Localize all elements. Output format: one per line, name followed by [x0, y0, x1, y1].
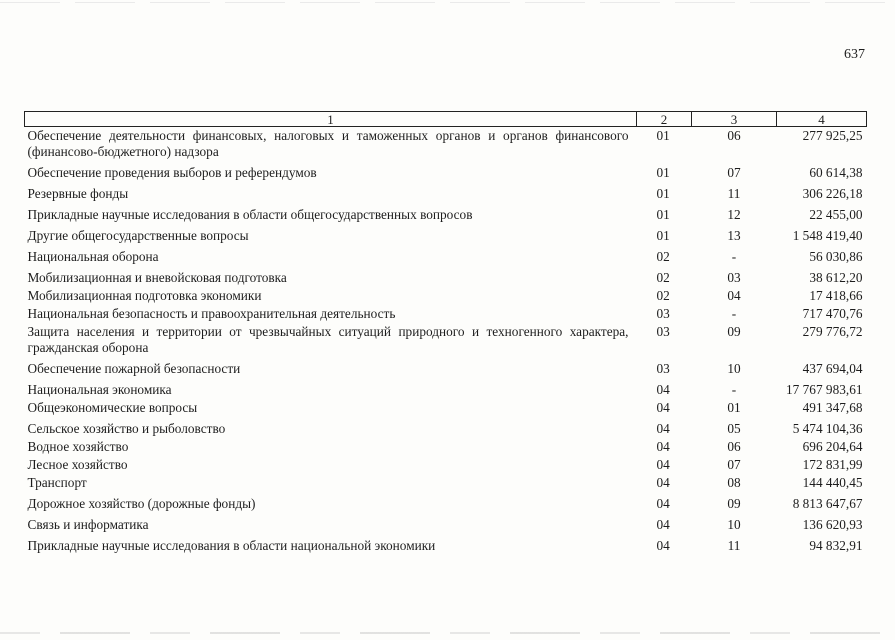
row-name: Защита населения и территории от чрезвычайных ситуаций природного и техногенного характера, гражданская оборона [27, 324, 629, 355]
header-col-name: 1 [25, 112, 637, 127]
row-section: 04 [656, 421, 670, 436]
row-subsection: 09 [727, 496, 741, 511]
row-name: Общеэкономические вопросы [27, 400, 198, 415]
row-amount: 277 925,25 [802, 128, 863, 143]
row-subsection: 03 [727, 270, 741, 285]
row-section: 04 [656, 496, 670, 511]
table-row [25, 127, 867, 162]
row-amount: 172 831,99 [802, 457, 863, 472]
row-amount: 8 813 647,67 [792, 496, 863, 511]
table-row [25, 399, 867, 417]
row-subsection: 07 [727, 457, 741, 472]
table-row [25, 474, 867, 492]
table-body [25, 127, 867, 556]
scan-edge-bottom [0, 632, 895, 634]
row-amount: 136 620,93 [802, 517, 863, 532]
row-amount: 22 455,00 [809, 207, 863, 222]
row-amount: 437 694,04 [802, 361, 863, 376]
row-name: Мобилизационная и вневойсковая подготовка [27, 270, 287, 285]
row-amount: 491 347,68 [802, 400, 863, 415]
table-row [25, 492, 867, 513]
row-amount: 94 832,91 [809, 538, 863, 553]
row-amount: 306 226,18 [802, 186, 863, 201]
row-section: 02 [656, 288, 670, 303]
table-row [25, 438, 867, 456]
row-subsection: 11 [727, 538, 741, 553]
page-number: 637 [844, 47, 865, 62]
row-name: Национальная безопасность и правоохранительная деятельность [27, 306, 396, 321]
table-row [25, 534, 867, 555]
row-amount: 17 767 983,61 [786, 382, 863, 397]
table-row [25, 456, 867, 474]
table-header [25, 112, 867, 127]
row-amount: 60 614,38 [809, 165, 863, 180]
row-subsection: - [731, 249, 737, 264]
budget-table [24, 111, 867, 555]
table-row [25, 266, 867, 287]
row-amount: 56 030,86 [809, 249, 863, 264]
scan-edge-top [0, 2, 895, 3]
row-amount: 279 776,72 [802, 324, 863, 339]
row-name: Резервные фонды [27, 186, 129, 201]
row-name: Транспорт [27, 475, 87, 490]
row-name: Обеспечение деятельности финансовых, налоговых и таможенных органов и органов финансового (финансово-бюджетного) надзора [27, 128, 629, 159]
row-subsection: 04 [727, 288, 741, 303]
row-name: Обеспечение пожарной безопасности [27, 361, 241, 376]
row-subsection: 05 [727, 421, 741, 436]
table-row [25, 513, 867, 534]
table-row [25, 378, 867, 399]
row-subsection: 06 [727, 439, 741, 454]
row-section: 03 [656, 361, 670, 376]
row-subsection: 11 [727, 186, 741, 201]
row-name: Национальная оборона [27, 249, 159, 264]
row-name: Лесное хозяйство [27, 457, 128, 472]
row-subsection: 06 [727, 128, 741, 143]
budget-table-container [24, 111, 866, 555]
row-subsection: 01 [727, 400, 741, 415]
table-row [25, 182, 867, 203]
row-section: 01 [656, 165, 670, 180]
header-col-section: 2 [637, 112, 692, 127]
row-name: Обеспечение проведения выборов и референдумов [27, 165, 317, 180]
row-section: 04 [656, 475, 670, 490]
row-subsection: 08 [727, 475, 741, 490]
row-name: Сельское хозяйство и рыболовство [27, 421, 226, 436]
row-section: 01 [656, 228, 670, 243]
row-section: 04 [656, 457, 670, 472]
header-col-amount: 4 [777, 112, 867, 127]
table-row [25, 224, 867, 245]
row-section: 04 [656, 439, 670, 454]
row-section: 03 [656, 324, 670, 339]
row-amount: 717 470,76 [802, 306, 863, 321]
row-name: Другие общегосударственные вопросы [27, 228, 249, 243]
row-amount: 5 474 104,36 [792, 421, 863, 436]
row-amount: 1 548 419,40 [792, 228, 863, 243]
row-section: 04 [656, 538, 670, 553]
row-name: Прикладные научные исследования в области общегосударственных вопросов [27, 207, 473, 222]
header-col-subsection: 3 [692, 112, 777, 127]
row-section: 02 [656, 270, 670, 285]
row-section: 02 [656, 249, 670, 264]
row-subsection: 09 [727, 324, 741, 339]
table-row [25, 203, 867, 224]
table-row [25, 245, 867, 266]
row-amount: 38 612,20 [809, 270, 863, 285]
row-amount: 144 440,45 [802, 475, 863, 490]
row-name: Связь и информатика [27, 517, 149, 532]
table-row [25, 161, 867, 182]
row-amount: 696 204,64 [802, 439, 863, 454]
row-section: 03 [656, 306, 670, 321]
row-name: Прикладные научные исследования в области национальной экономики [27, 538, 436, 553]
row-name: Национальная экономика [27, 382, 172, 397]
row-name: Дорожное хозяйство (дорожные фонды) [27, 496, 256, 511]
row-subsection: - [731, 306, 737, 321]
table-row [25, 357, 867, 378]
row-subsection: 10 [727, 361, 741, 376]
row-section: 04 [656, 400, 670, 415]
row-subsection: 07 [727, 165, 741, 180]
row-name: Водное хозяйство [27, 439, 129, 454]
row-section: 04 [656, 382, 670, 397]
row-subsection: 13 [727, 228, 741, 243]
row-section: 01 [656, 128, 670, 143]
table-row [25, 323, 867, 357]
row-section: 01 [656, 207, 670, 222]
header-row [25, 112, 867, 127]
table-row [25, 287, 867, 305]
row-subsection: 12 [727, 207, 741, 222]
row-section: 04 [656, 517, 670, 532]
row-name: Мобилизационная подготовка экономики [27, 288, 262, 303]
row-subsection: 10 [727, 517, 741, 532]
table-row [25, 305, 867, 323]
row-subsection: - [731, 382, 737, 397]
row-section: 01 [656, 186, 670, 201]
row-amount: 17 418,66 [809, 288, 863, 303]
table-row [25, 417, 867, 438]
